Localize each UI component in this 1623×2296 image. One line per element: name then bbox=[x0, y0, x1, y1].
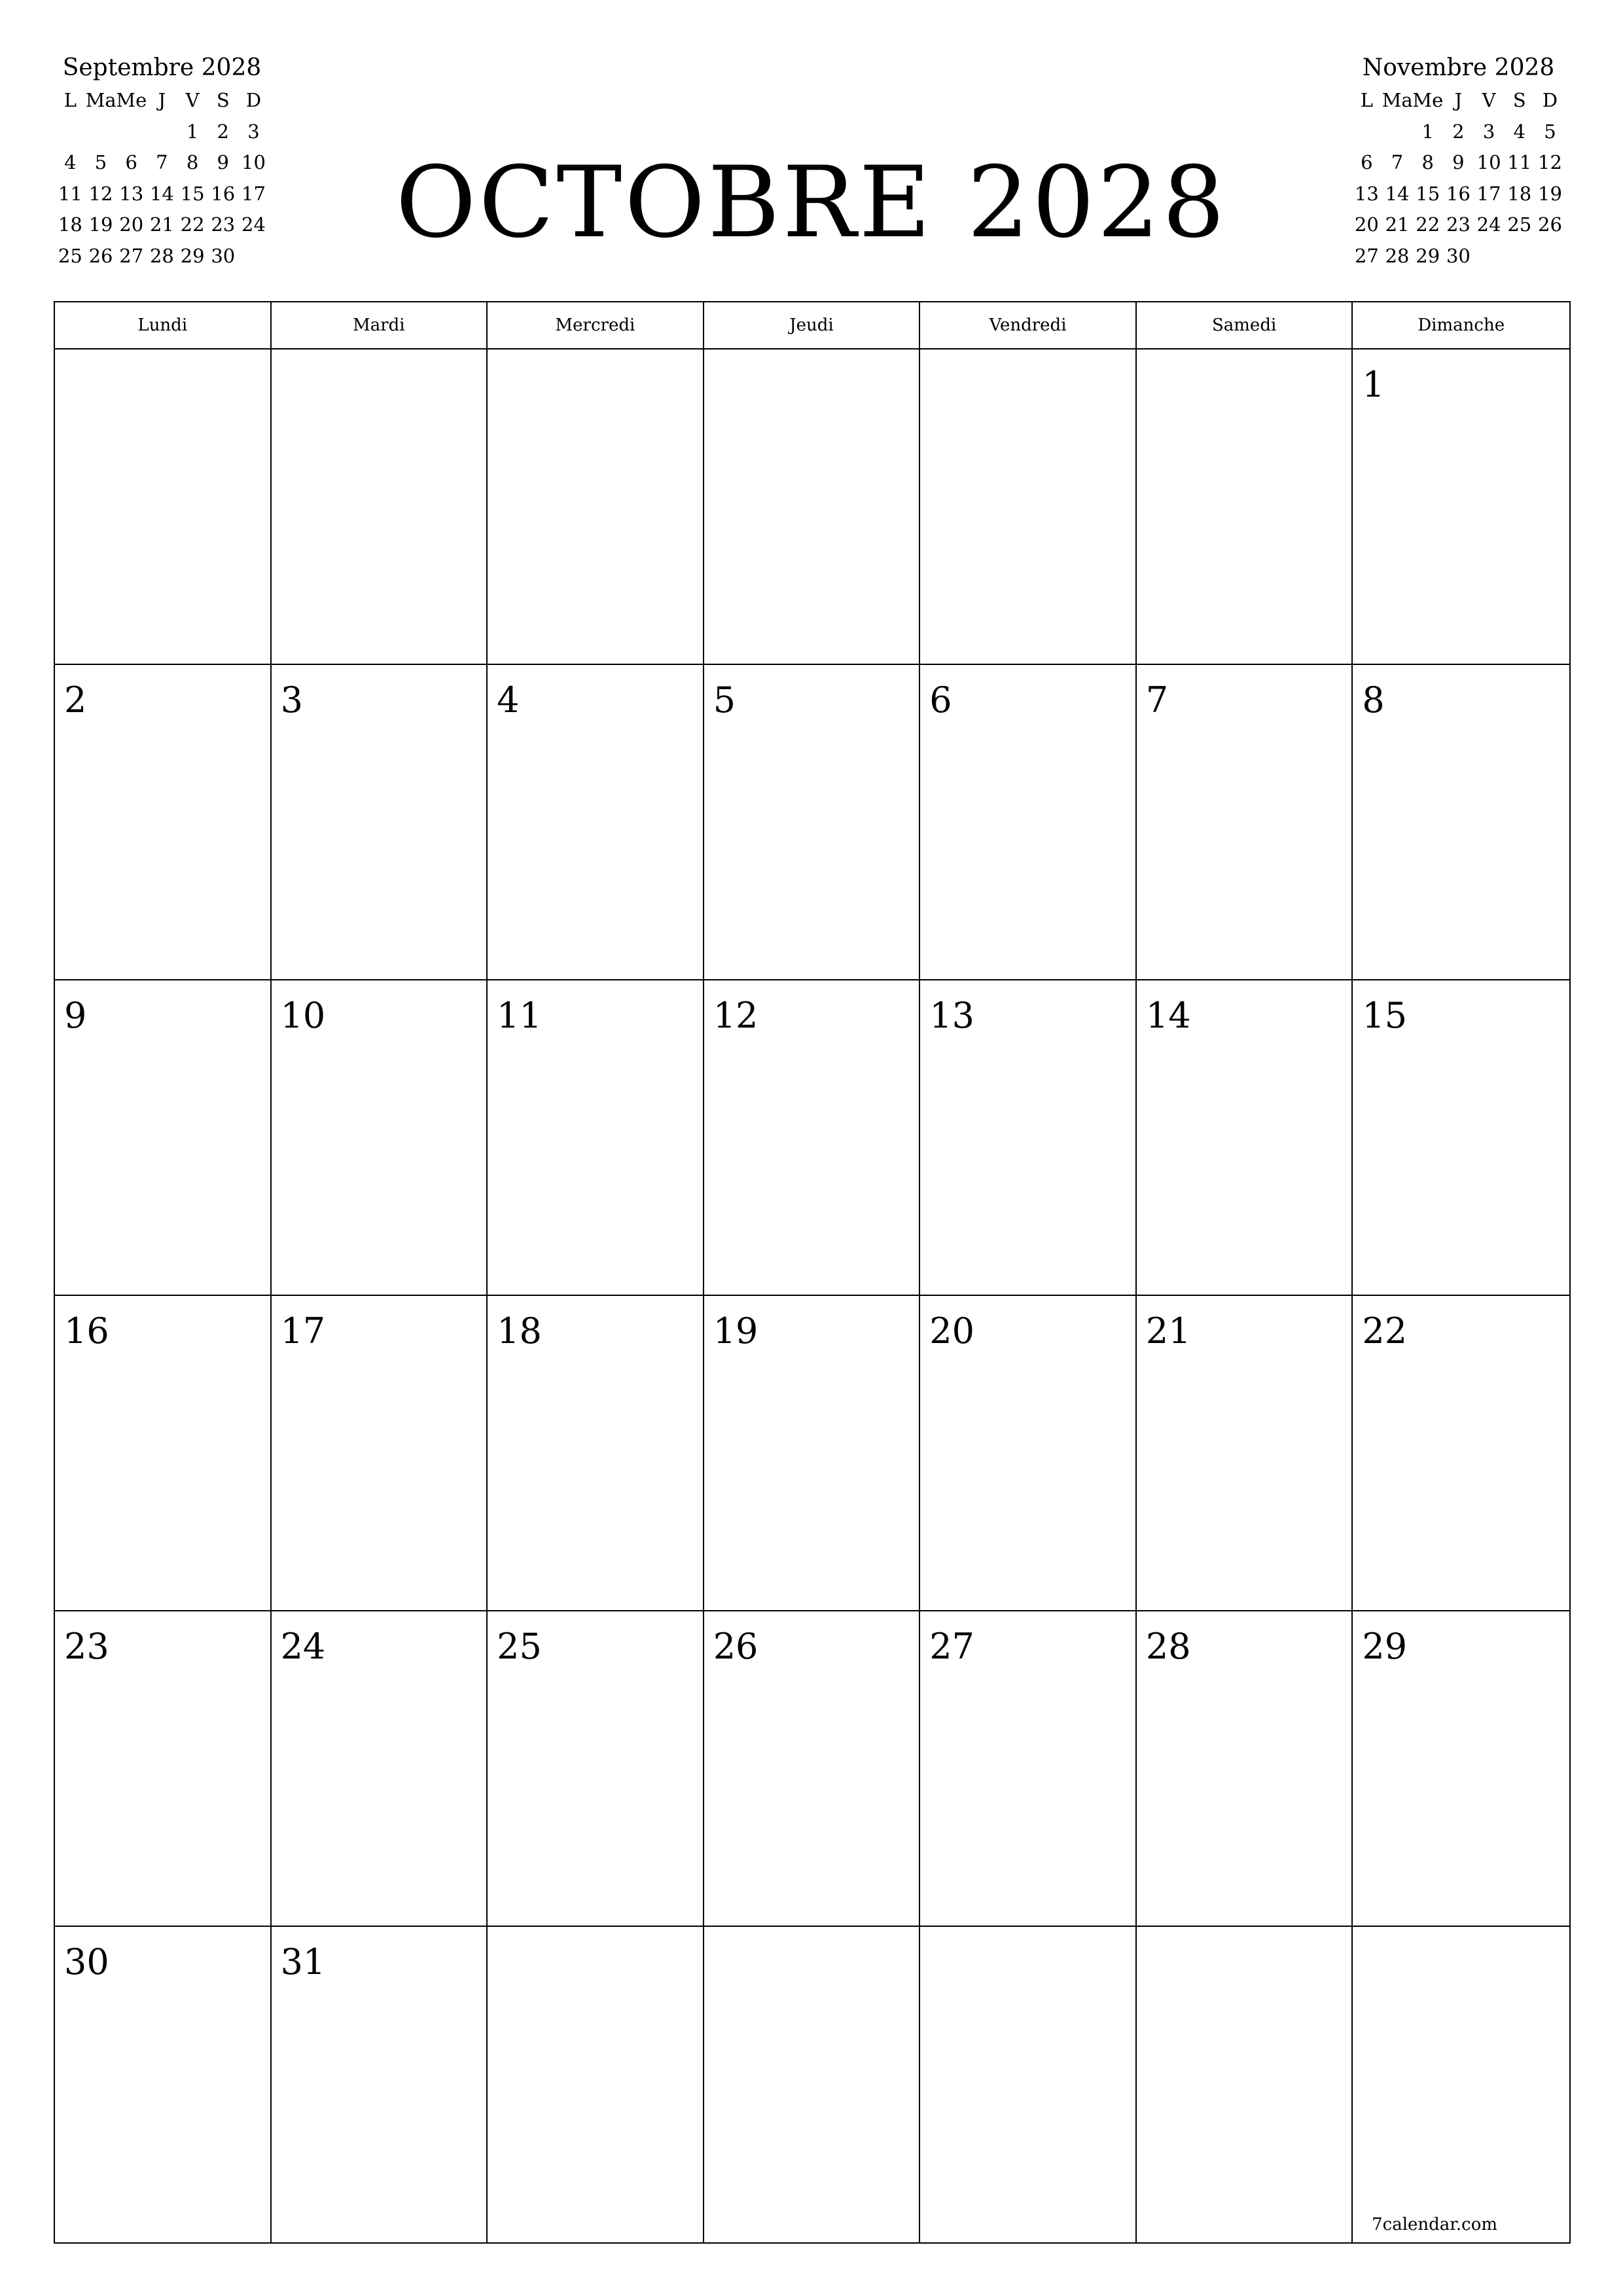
day-number: 16 bbox=[64, 1310, 109, 1352]
day-cell[interactable] bbox=[1137, 980, 1353, 1296]
mini-day: 15 bbox=[1416, 182, 1440, 205]
mini-day: 18 bbox=[58, 213, 82, 236]
day-number: 9 bbox=[64, 995, 87, 1036]
mini-weekday-label: Ma bbox=[85, 89, 116, 111]
mini-day: 4 bbox=[1513, 120, 1525, 143]
day-cell[interactable] bbox=[704, 665, 921, 980]
day-cell[interactable] bbox=[704, 980, 921, 1296]
day-cell[interactable] bbox=[272, 665, 488, 980]
mini-weekday-label: Me bbox=[116, 89, 147, 111]
mini-day: 30 bbox=[1446, 244, 1471, 267]
mini-day: 10 bbox=[241, 151, 266, 173]
day-number: 5 bbox=[713, 679, 736, 721]
day-number: 27 bbox=[929, 1626, 974, 1667]
mini-day: 16 bbox=[1446, 182, 1471, 205]
day-number: 11 bbox=[497, 995, 542, 1036]
mini-day: 18 bbox=[1507, 182, 1532, 205]
day-cell[interactable] bbox=[920, 350, 1137, 665]
day-cell[interactable] bbox=[55, 1927, 272, 2242]
day-cell[interactable] bbox=[1137, 350, 1353, 665]
weekday-header-row bbox=[55, 302, 1569, 350]
mini-day: 3 bbox=[247, 120, 260, 143]
mini-weekday-label: L bbox=[1360, 89, 1373, 111]
day-number: 22 bbox=[1362, 1310, 1408, 1352]
day-cell[interactable] bbox=[272, 980, 488, 1296]
weekday-header: Mercredi bbox=[488, 302, 704, 348]
day-number: 12 bbox=[713, 995, 758, 1036]
day-number: 23 bbox=[64, 1626, 109, 1667]
mini-day: 12 bbox=[1538, 151, 1562, 173]
mini-day: 14 bbox=[1385, 182, 1410, 205]
mini-day: 27 bbox=[119, 244, 144, 267]
weekday-header: Lundi bbox=[55, 302, 272, 348]
mini-day: 29 bbox=[1416, 244, 1440, 267]
mini-day: 2 bbox=[217, 120, 229, 143]
mini-weekday-label: S bbox=[216, 89, 230, 111]
day-cell[interactable] bbox=[920, 665, 1137, 980]
day-number: 15 bbox=[1362, 995, 1408, 1036]
weekday-header: Mardi bbox=[272, 302, 488, 348]
mini-weekday-label: Me bbox=[1412, 89, 1444, 111]
day-cell[interactable] bbox=[704, 1611, 921, 1927]
day-cell[interactable] bbox=[488, 1927, 704, 2242]
day-cell[interactable] bbox=[272, 350, 488, 665]
day-number: 3 bbox=[280, 679, 303, 721]
mini-day: 26 bbox=[88, 244, 113, 267]
day-number: 14 bbox=[1145, 995, 1191, 1036]
mini-day: 20 bbox=[1354, 213, 1379, 236]
mini-day: 7 bbox=[1391, 151, 1404, 173]
mini-day: 15 bbox=[180, 182, 205, 205]
mini-calendar-title: Novembre 2028 bbox=[1362, 54, 1555, 81]
mini-day: 10 bbox=[1476, 151, 1501, 173]
day-cell[interactable] bbox=[272, 1927, 488, 2242]
day-cell[interactable] bbox=[488, 1611, 704, 1927]
mini-weekday-label: S bbox=[1512, 89, 1526, 111]
day-number: 13 bbox=[929, 995, 974, 1036]
day-cell[interactable] bbox=[704, 1927, 921, 2242]
day-number: 30 bbox=[64, 1941, 109, 1982]
day-number: 28 bbox=[1145, 1626, 1191, 1667]
mini-day: 13 bbox=[119, 182, 144, 205]
day-cell[interactable] bbox=[272, 1296, 488, 1611]
day-number: 31 bbox=[280, 1941, 326, 1982]
mini-day: 6 bbox=[1361, 151, 1373, 173]
day-cell[interactable] bbox=[55, 1296, 272, 1611]
day-cell[interactable] bbox=[1137, 1927, 1353, 2242]
day-cell[interactable] bbox=[488, 1296, 704, 1611]
mini-weekday-label: V bbox=[185, 89, 200, 111]
weekday-header: Dimanche bbox=[1418, 315, 1505, 335]
day-number: 4 bbox=[497, 679, 520, 721]
mini-day: 13 bbox=[1354, 182, 1379, 205]
mini-day: 21 bbox=[1385, 213, 1410, 236]
day-cell[interactable] bbox=[704, 1296, 921, 1611]
mini-day: 7 bbox=[156, 151, 168, 173]
weekday-header: Samedi bbox=[1137, 302, 1353, 348]
day-cell[interactable] bbox=[920, 1927, 1137, 2242]
mini-day: 3 bbox=[1482, 120, 1495, 143]
mini-day: 8 bbox=[186, 151, 199, 173]
day-number: 19 bbox=[713, 1310, 758, 1352]
day-cell[interactable] bbox=[55, 1611, 272, 1927]
mini-weekday-label: J bbox=[1454, 89, 1463, 111]
mini-day: 28 bbox=[1385, 244, 1410, 267]
mini-day: 19 bbox=[88, 213, 113, 236]
mini-weekday-label: V bbox=[1482, 89, 1496, 111]
mini-day: 14 bbox=[149, 182, 174, 205]
mini-day: 29 bbox=[180, 244, 205, 267]
mini-day: 4 bbox=[64, 151, 77, 173]
mini-day: 9 bbox=[217, 151, 229, 173]
day-cell[interactable] bbox=[1137, 665, 1353, 980]
day-cell[interactable] bbox=[1353, 350, 1569, 665]
mini-day: 17 bbox=[1476, 182, 1501, 205]
day-number: 20 bbox=[929, 1310, 974, 1352]
mini-weekday-label: L bbox=[63, 89, 77, 111]
weekday-header: Jeudi bbox=[704, 302, 921, 348]
day-cell[interactable] bbox=[920, 980, 1137, 1296]
mini-weekday-label: D bbox=[245, 89, 262, 111]
day-cell[interactable] bbox=[920, 1611, 1137, 1927]
day-cell[interactable] bbox=[1353, 980, 1569, 1296]
day-number: 2 bbox=[64, 679, 87, 721]
day-number: 10 bbox=[280, 995, 326, 1036]
mini-day: 5 bbox=[1544, 120, 1556, 143]
mini-day: 6 bbox=[125, 151, 137, 173]
day-cell[interactable] bbox=[488, 980, 704, 1296]
day-cell[interactable] bbox=[272, 1611, 488, 1927]
mini-day: 21 bbox=[149, 213, 174, 236]
mini-day: 5 bbox=[94, 151, 107, 173]
mini-day: 23 bbox=[211, 213, 236, 236]
day-number: 18 bbox=[497, 1310, 542, 1352]
day-cell[interactable] bbox=[1353, 665, 1569, 980]
mini-day: 9 bbox=[1452, 151, 1465, 173]
mini-day: 16 bbox=[211, 182, 236, 205]
mini-day: 8 bbox=[1421, 151, 1434, 173]
month-title: OCTOBRE 2028 bbox=[395, 146, 1228, 260]
day-cell[interactable] bbox=[55, 350, 272, 665]
mini-day: 23 bbox=[1446, 213, 1471, 236]
mini-weekday-label: J bbox=[158, 89, 166, 111]
day-number: 8 bbox=[1362, 679, 1385, 721]
day-cell[interactable] bbox=[1353, 1296, 1569, 1611]
day-number: 7 bbox=[1145, 679, 1169, 721]
mini-day: 30 bbox=[211, 244, 236, 267]
weeks-grid bbox=[55, 350, 1569, 2242]
mini-day: 1 bbox=[1421, 120, 1434, 143]
day-cell[interactable] bbox=[1137, 1296, 1353, 1611]
day-cell[interactable] bbox=[55, 980, 272, 1296]
day-number: 24 bbox=[280, 1626, 326, 1667]
mini-day: 12 bbox=[88, 182, 113, 205]
mini-day: 26 bbox=[1538, 213, 1562, 236]
mini-day: 11 bbox=[1507, 151, 1532, 173]
mini-day: 17 bbox=[241, 182, 266, 205]
mini-day: 22 bbox=[1416, 213, 1440, 236]
day-number: 29 bbox=[1362, 1626, 1408, 1667]
mini-day: 27 bbox=[1354, 244, 1379, 267]
mini-day: 25 bbox=[58, 244, 82, 267]
day-number: 17 bbox=[280, 1310, 326, 1352]
mini-day: 25 bbox=[1507, 213, 1532, 236]
mini-day: 22 bbox=[180, 213, 205, 236]
day-cell[interactable] bbox=[704, 350, 921, 665]
day-cell[interactable] bbox=[55, 665, 272, 980]
mini-day: 1 bbox=[186, 120, 199, 143]
mini-day: 24 bbox=[241, 213, 266, 236]
day-cell[interactable] bbox=[1137, 1611, 1353, 1927]
day-cell[interactable] bbox=[920, 1296, 1137, 1611]
credit-text: 7calendar.com bbox=[1372, 2215, 1497, 2234]
month-grid bbox=[54, 301, 1571, 2244]
mini-day: 20 bbox=[119, 213, 144, 236]
mini-weekday-label: D bbox=[1542, 89, 1558, 111]
day-number: 26 bbox=[713, 1626, 758, 1667]
mini-day: 19 bbox=[1538, 182, 1562, 205]
day-cell[interactable] bbox=[488, 350, 704, 665]
day-number: 6 bbox=[929, 679, 952, 721]
day-cell[interactable] bbox=[1353, 1611, 1569, 1927]
mini-weekday-label: Ma bbox=[1382, 89, 1413, 111]
mini-calendar-title: Septembre 2028 bbox=[62, 54, 262, 81]
day-number: 25 bbox=[497, 1626, 542, 1667]
mini-day: 11 bbox=[58, 182, 82, 205]
mini-day: 28 bbox=[149, 244, 174, 267]
day-cell[interactable] bbox=[488, 665, 704, 980]
mini-day: 24 bbox=[1476, 213, 1501, 236]
weekday-header: Vendredi bbox=[920, 302, 1137, 348]
day-cell[interactable] bbox=[1353, 1927, 1569, 2242]
day-number: 21 bbox=[1145, 1310, 1191, 1352]
day-number: 1 bbox=[1362, 364, 1385, 405]
mini-day: 2 bbox=[1452, 120, 1465, 143]
